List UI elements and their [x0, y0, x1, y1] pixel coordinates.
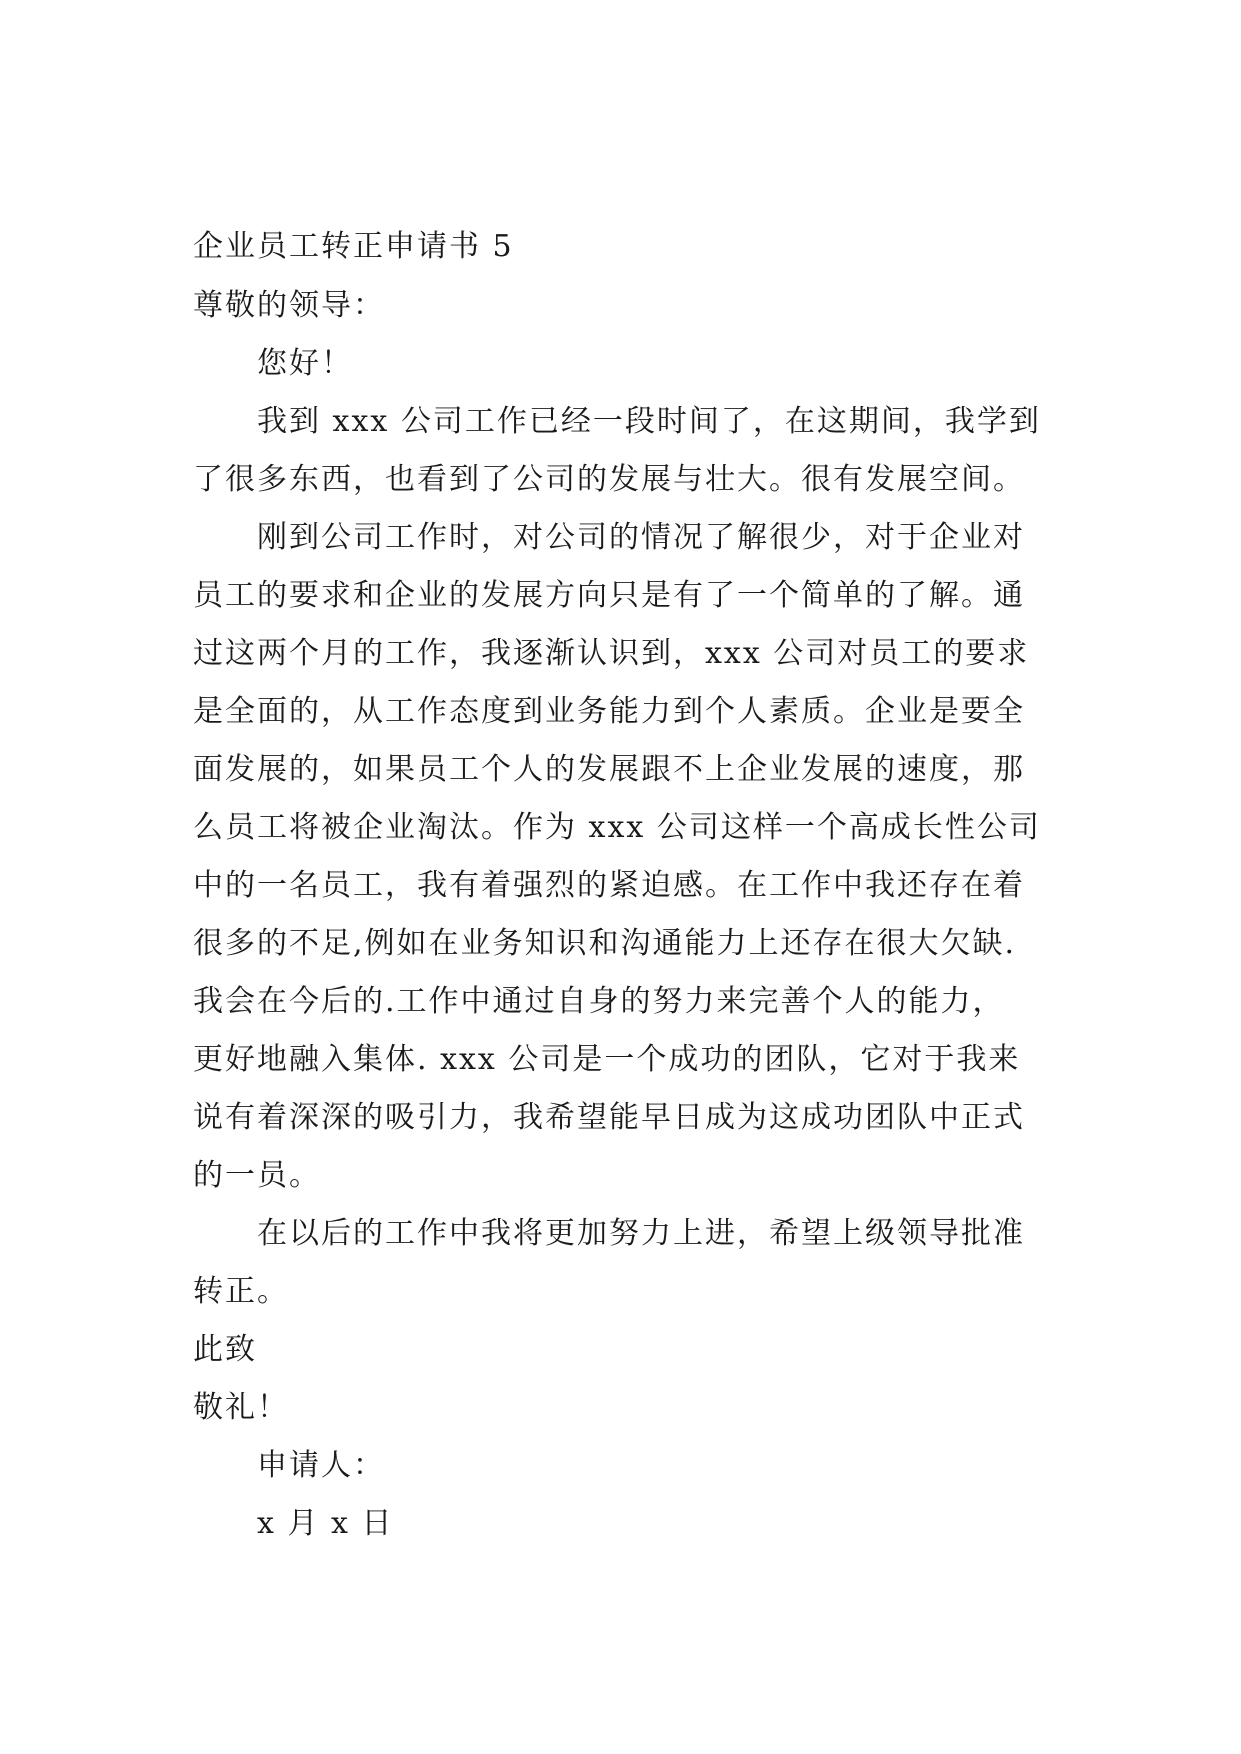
paragraph-2-line: 员工的要求和企业的发展方向只是有了一个简单的了解。通 [193, 578, 1025, 613]
paragraph-2-line: 面发展的，如果员工个人的发展跟不上企业发展的速度，那 [193, 752, 1025, 787]
date-line: x 月 x 日 [257, 1506, 394, 1541]
paragraph-2-line: 是全面的，从工作态度到业务能力到个人素质。企业是要全 [193, 694, 1025, 729]
paragraph-2-line: 么员工将被企业淘汰。作为 xxx 公司这样一个高成长性公司 [193, 810, 1041, 845]
closing-line-2: 敬礼！ [193, 1390, 289, 1425]
paragraph-3-line: 在以后的工作中我将更加努力上进，希望上级领导批准 [257, 1216, 1025, 1251]
paragraph-3-line: 转正。 [193, 1274, 289, 1309]
paragraph-2-line: 过这两个月的工作，我逐渐认识到，xxx 公司对员工的要求 [193, 636, 1030, 671]
paragraph-2-line: 的一员。 [193, 1158, 321, 1193]
applicant-label: 申请人： [257, 1448, 385, 1483]
paragraph-2-line: 中的一名员工，我有着强烈的紧迫感。在工作中我还存在着 [193, 868, 1025, 903]
paragraph-2-line: 刚到公司工作时，对公司的情况了解很少，对于企业对 [257, 520, 1025, 555]
document-title: 企业员工转正申请书 5 [193, 229, 514, 264]
paragraph-2-line: 很多的不足,例如在业务知识和沟通能力上还存在很大欠缺. [193, 926, 1017, 961]
greeting: 您好！ [257, 346, 353, 381]
paragraph-2-line: 说有着深深的吸引力，我希望能早日成为这成功团队中正式 [193, 1100, 1025, 1135]
paragraph-2-line: 更好地融入集体. xxx 公司是一个成功的团队，它对于我来 [193, 1042, 1021, 1077]
paragraph-1-line: 了很多东西，也看到了公司的发展与壮大。很有发展空间。 [193, 462, 1025, 497]
salutation: 尊敬的领导： [193, 288, 385, 323]
closing-line-1: 此致 [193, 1332, 257, 1367]
paragraph-2-line: 我会在今后的.工作中通过自身的努力来完善个人的能力， [193, 984, 1005, 1019]
paragraph-1-line: 我到 xxx 公司工作已经一段时间了，在这期间，我学到 [257, 404, 1041, 439]
